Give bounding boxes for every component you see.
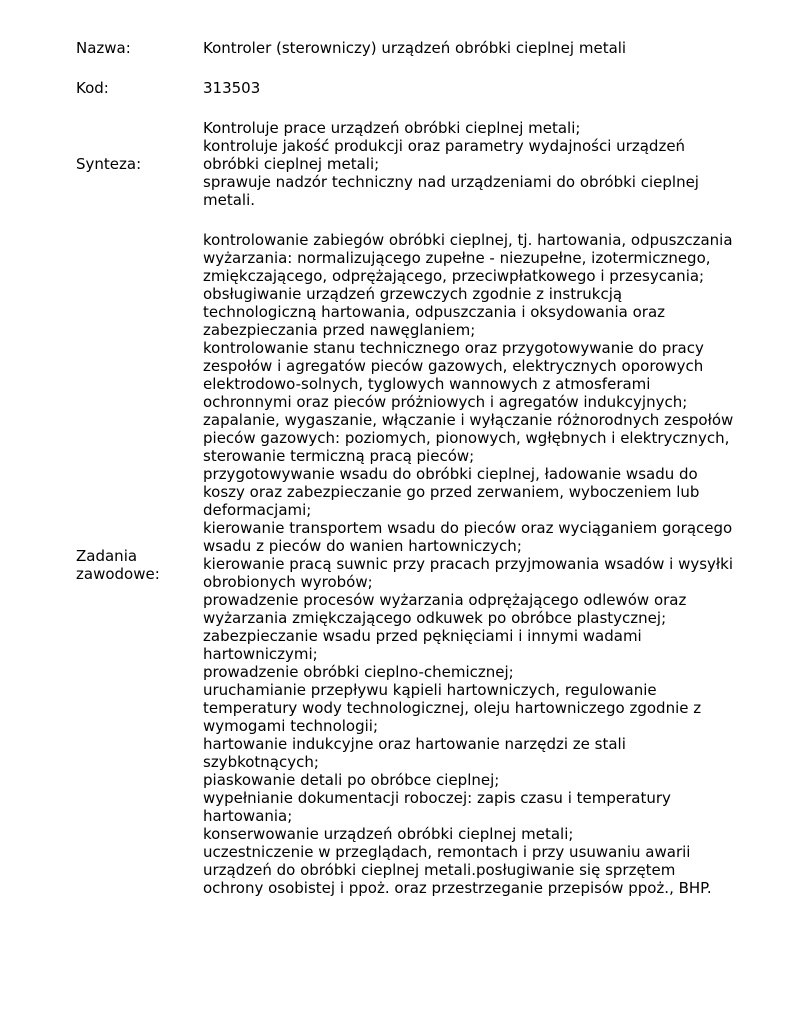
synteza-label: Synteza: xyxy=(76,155,142,173)
zadania-line: temperatury wody technologicznej, oleju hartowniczego zgodnie z xyxy=(203,699,702,717)
synteza-line: sprawuje nadzór techniczny nad urządzeniami do obróbki cieplnej xyxy=(203,173,699,191)
zadania-line: piaskowanie detali po obróbce cieplnej; xyxy=(203,771,500,789)
zadania-line: prowadzenie obróbki cieplno-chemicznej; xyxy=(203,663,514,681)
zadania-line: hartowania; xyxy=(203,807,293,825)
zadania-line: zabezpieczanie wsadu przed pęknięciami i innymi wadami xyxy=(203,627,642,645)
zadania-line: deformacjami; xyxy=(203,501,312,519)
zadania-line: wsadu z pieców do wanien hartowniczych; xyxy=(203,537,522,555)
synteza-line: kontroluje jakość produkcji oraz parametry wydajności urządzeń xyxy=(203,137,686,155)
zadania-line: kontrolowanie stanu technicznego oraz przygotowywanie do pracy xyxy=(203,339,704,357)
nazwa-value: Kontroler (sterowniczy) urządzeń obróbki cieplnej metali xyxy=(203,39,627,57)
zadania-line: obrobionych wyrobów; xyxy=(203,573,373,591)
zadania-line: uruchamianie przepływu kąpieli hartowniczych, regulowanie xyxy=(203,681,657,699)
synteza-line: Kontroluje prace urządzeń obróbki cieplnej metali; xyxy=(203,119,581,137)
kod-value: 313503 xyxy=(203,79,261,97)
zadania-line: urządzeń do obróbki cieplnej metali.posługiwanie się sprzętem xyxy=(203,861,676,879)
zadania-line: szybkotnących; xyxy=(203,753,319,771)
zadania-line: hartowanie indukcyjne oraz hartowanie narzędzi ze stali xyxy=(203,735,626,753)
zadania-line: koszy oraz zabezpieczanie go przed zerwaniem, wyboczeniem lub xyxy=(203,483,700,501)
zadania-line: wymogami technologii; xyxy=(203,717,378,735)
zadania-line: technologiczną hartowania, odpuszczania i oksydowania oraz xyxy=(203,303,666,321)
field-row-synteza xyxy=(76,119,766,209)
zadania-line: obsługiwanie urządzeń grzewczych zgodnie z instrukcją xyxy=(203,285,623,303)
field-row-nazwa xyxy=(76,39,766,57)
synteza-line: metali. xyxy=(203,191,256,209)
zadania-line: zapalanie, wygaszanie, włączanie i wyłączanie różnorodnych zespołów xyxy=(203,411,734,429)
zadania-line: konserwowanie urządzeń obróbki cieplnej metali; xyxy=(203,825,574,843)
zadania-line: kierowanie transportem wsadu do pieców oraz wyciąganiem gorącego xyxy=(203,519,733,537)
zadania-line: przygotowywanie wsadu do obróbki cieplnej, ładowanie wsadu do xyxy=(203,465,698,483)
zadania-line: prowadzenie procesów wyżarzania odprężającego odlewów oraz xyxy=(203,591,687,609)
zadania-line: ochronnymi oraz pieców próżniowych i agregatów indukcyjnych; xyxy=(203,393,688,411)
zadania-line: kontrolowanie zabiegów obróbki cieplnej, tj. hartowania, odpuszczania xyxy=(203,231,733,249)
synteza-value xyxy=(203,119,763,209)
zadania-line: sterowanie termiczną pracą pieców; xyxy=(203,447,475,465)
zadania-line: zabezpieczania przed nawęglaniem; xyxy=(203,321,476,339)
zadania-line: uczestniczenie w przeglądach, remontach i przy usuwaniu awarii xyxy=(203,843,691,861)
zadania-line: zmiękczającego, odprężającego, przeciwpłatkowego i przesycania; xyxy=(203,267,705,285)
zadania-line: zespołów i agregatów pieców gazowych, elektrycznych oporowych xyxy=(203,357,704,375)
zadania-line: wyżarzania zmiękczającego odkuwek po obróbce plastycznej; xyxy=(203,609,667,627)
zadania-line: wypełnianie dokumentacji roboczej: zapis czasu i temperatury xyxy=(203,789,671,807)
zadania-line: hartowniczymi; xyxy=(203,645,318,663)
zadania-line: pieców gazowych: poziomych, pionowych, wgłębnych i elektrycznych, xyxy=(203,429,730,447)
synteza-line: obróbki cieplnej metali; xyxy=(203,155,380,173)
zadania-line: wyżarzania: normalizującego zupełne - niezupełne, izotermicznego, xyxy=(203,249,711,267)
zadania-line: elektrodowo-solnych, tyglowych wannowych z atmosferami xyxy=(203,375,651,393)
zadania-line: ochrony osobistej i ppoż. oraz przestrzeganie przepisów ppoż., BHP. xyxy=(203,879,712,897)
zadania-value xyxy=(203,231,763,897)
field-row-kod xyxy=(76,79,766,97)
kod-label: Kod: xyxy=(76,79,109,97)
zadania-line: kierowanie pracą suwnic przy pracach przyjmowania wsadów i wysyłki xyxy=(203,555,734,573)
field-row-zadania xyxy=(76,231,766,897)
zadania-label: Zadania zawodowe: xyxy=(76,547,160,583)
nazwa-label: Nazwa: xyxy=(76,39,131,57)
